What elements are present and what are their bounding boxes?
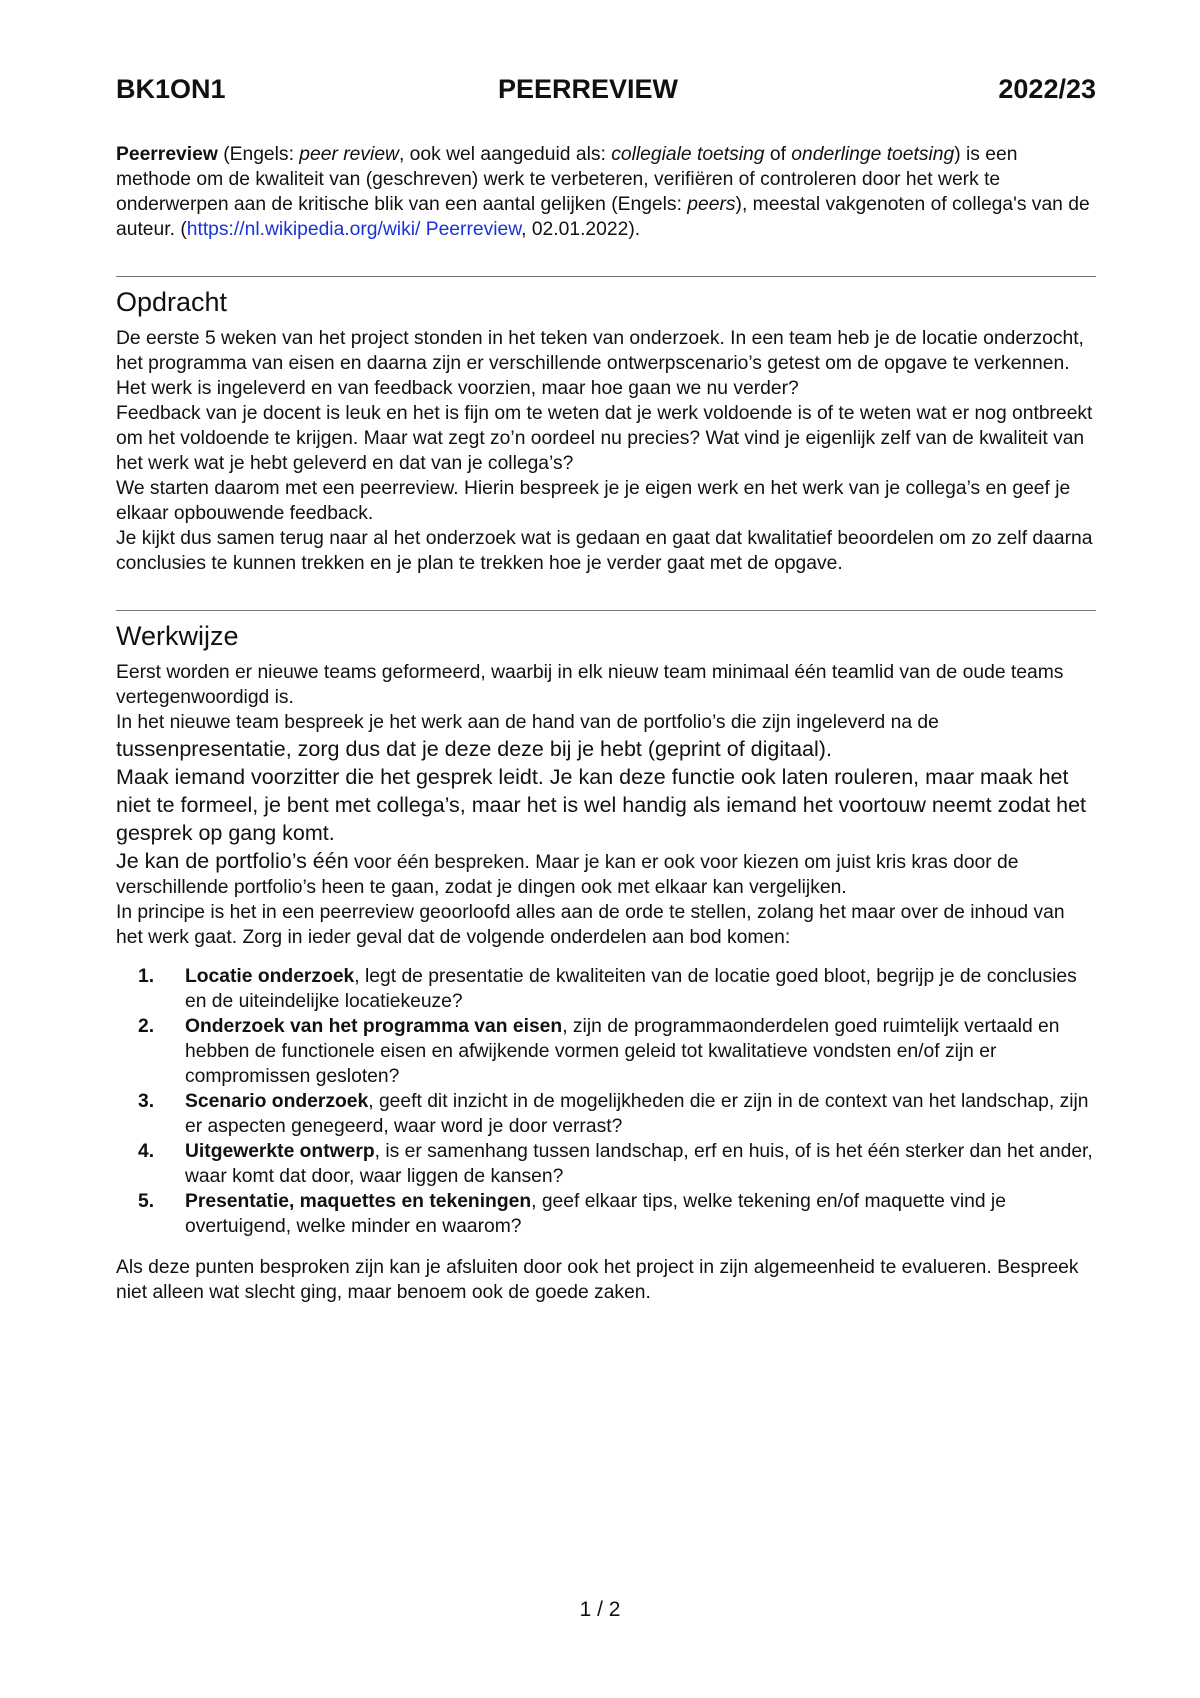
werkwijze-paragraph xyxy=(116,847,1096,900)
opdracht-paragraph: Feedback van je docent is leuk en het is fijn om te weten dat je werk voldoende is of te weten wat er nog ontbreekt om het voldoende te krijgen. Maar wat zegt zo’n oordeel nu precies? Wat vind je eigenlijk zelf van de kwaliteit van het werk wat je hebt geleverd en dat van je collega’s? xyxy=(116,403,1093,474)
closing-paragraph: Als deze punten besproken zijn kan je afsluiten door ook het project in zijn algemeenheid te evalueren. Bespreek niet alleen wat slecht ging, maar benoem ook de goede zaken. xyxy=(116,1257,1079,1303)
opdracht-paragraph: Het werk is ingeleverd en van feedback voorzien, maar hoe gaan we nu verder? xyxy=(116,378,799,399)
intro-text: , ook wel aangeduid als: xyxy=(398,144,612,165)
werkwijze-text-large: Je kan de portfolio’s één xyxy=(116,849,349,873)
werkwijze-paragraph: tussenpresentatie, zorg dus dat je deze deze bij je hebt (geprint of digitaal). xyxy=(116,737,832,761)
list-item-title: Locatie onderzoek xyxy=(185,966,355,987)
intro-italic: peers xyxy=(687,194,736,215)
intro-text: ), meestal vakgenoten of collega's van de auteur. ( xyxy=(116,194,1090,240)
page-number: 1 / 2 xyxy=(579,1598,621,1621)
intro-paragraph xyxy=(116,142,1096,242)
opdracht-paragraph: De eerste 5 weken van het project stonden in het teken van onderzoek. In een team heb je de locatie onderzocht, het programma van eisen en daarna zijn er verschillende ontwerpscenario’s getest om de opgave te verkennen. xyxy=(116,328,1084,374)
list-item-title: Uitgewerkte ontwerp xyxy=(185,1141,375,1162)
intro-italic: collegiale toetsing xyxy=(611,144,765,165)
werkwijze-paragraph: In het nieuwe team bespreek je het werk aan de hand van de portfolio’s die zijn ingeleverd na de xyxy=(116,712,939,733)
list-item-title: Presentatie, maquettes en tekeningen xyxy=(185,1191,532,1212)
list-item-title: Scenario onderzoek xyxy=(185,1091,369,1112)
list-item xyxy=(116,1189,1096,1239)
section-divider xyxy=(116,276,1096,277)
section-heading-opdracht: Opdracht xyxy=(116,287,228,317)
opdracht-paragraph: We starten daarom met een peerreview. Hierin bespreek je je eigen werk en het werk van je collega’s en geef je elkaar opbouwende feedback. xyxy=(116,478,1071,524)
werkwijze-paragraph: In principe is het in een peerreview geoorloofd alles aan de orde te stellen, zolang het maar over de inhoud van het werk gaat. Zorg in ieder geval dat de volgende onderdelen aan bod komen: xyxy=(116,902,1065,948)
list-item-text: , zijn de programmaonderdelen goed ruimtelijk vertaald en hebben de functionele eisen en afwijkende vormen geleid tot kwalitatieve vondsten en/of zijn er compromissen gesloten? xyxy=(185,1016,1060,1087)
section-divider xyxy=(116,610,1096,611)
werkwijze-paragraph: Eerst worden er nieuwe teams geformeerd, waarbij in elk nieuw team minimaal één teamlid van de oude teams vertegenwoordigd is. xyxy=(116,662,1064,708)
wikipedia-link[interactable]: https://nl.wikipedia.org/wiki/ Peerreview xyxy=(186,219,522,240)
werkwijze-paragraph: Maak iemand voorzitter die het gesprek leidt. Je kan deze functie ook laten rouleren, maar maak het niet te formeel, je bent met collega’s, maar het is wel handig als iemand het voortouw neemt zodat het gesprek op gang komt. xyxy=(116,765,1087,845)
intro-text: ) is een methode om de kwaliteit van (geschreven) werk te verbeteren, verifiëren of controleren door het werk te onderwerpen aan de kritische blik van een aantal gelijken (Engels: xyxy=(116,144,1018,215)
list-item-text: , is er samenhang tussen landschap, erf en huis, of is het één sterker dan het ander, waar komt dat door, waar liggen de kansen? xyxy=(185,1141,1093,1187)
list-item-text: , legt de presentatie de kwaliteiten van de locatie goed bloot, begrijp je de conclusies en de uiteindelijke locatiekeuze? xyxy=(185,966,1077,1012)
list-number: 1. xyxy=(138,966,155,987)
intro-term: Peerreview xyxy=(116,144,218,165)
intro-italic: onderlinge toetsing xyxy=(791,144,955,165)
list-item xyxy=(116,1139,1096,1189)
document-header xyxy=(116,70,1096,110)
section-heading-werkwijze: Werkwijze xyxy=(116,621,239,651)
intro-italic: peer review xyxy=(299,144,399,165)
list-number: 3. xyxy=(138,1091,155,1112)
list-item-title: Onderzoek van het programma van eisen xyxy=(185,1016,563,1037)
list-number: 5. xyxy=(138,1191,155,1212)
list-item xyxy=(116,1014,1096,1089)
discussion-topics-list xyxy=(116,964,1096,1239)
intro-text: of xyxy=(764,144,792,165)
list-number: 2. xyxy=(138,1016,155,1037)
opdracht-paragraph: Je kijkt dus samen terug naar al het onderzoek wat is gedaan en gaat dat kwalitatief beoordelen om zo zelf daarna conclusies te kunnen trekken en je plan te trekken hoe je verder gaat met de opgave. xyxy=(116,528,1093,574)
academic-year: 2022/23 xyxy=(998,74,1096,104)
list-number: 4. xyxy=(138,1141,155,1162)
document-title: PEERREVIEW xyxy=(498,74,679,104)
list-item-text: , geeft dit inzicht in de mogelijkheden die er zijn in de context van het landschap, zijn er aspecten genegeerd, waar word je door verrast? xyxy=(185,1091,1089,1137)
list-item-text: , geef elkaar tips, welke tekening en/of maquette vind je overtuigend, welke minder en waarom? xyxy=(185,1191,1006,1237)
intro-text: (Engels: xyxy=(217,144,300,165)
document-page xyxy=(116,70,1096,1305)
intro-text: , 02.01.2022). xyxy=(521,219,641,240)
werkwijze-text: voor één bespreken. Maar je kan er ook voor kiezen om juist kris kras door de verschillende portfolio’s heen te gaan, zodat je dingen ook met elkaar kan vergelijken. xyxy=(116,852,1019,898)
course-code: BK1ON1 xyxy=(116,74,226,104)
list-item xyxy=(116,1089,1096,1139)
list-item xyxy=(116,964,1096,1014)
